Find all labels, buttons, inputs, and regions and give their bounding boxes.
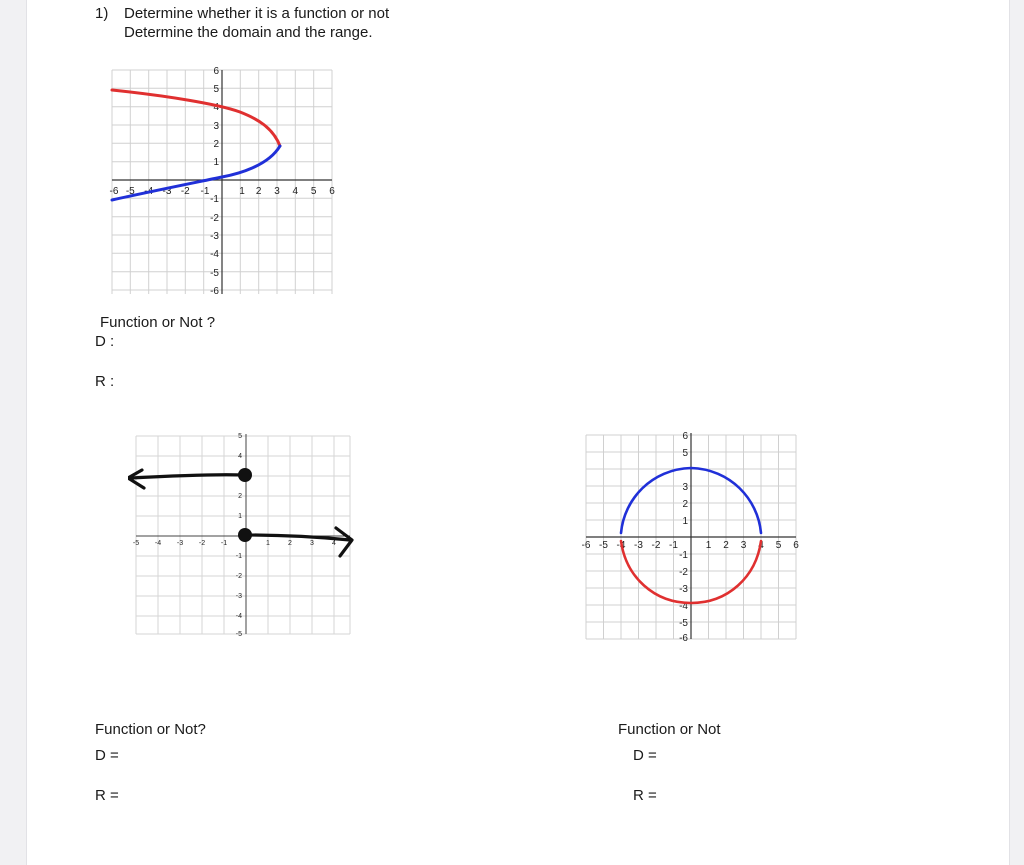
graph1-xtick: -2	[180, 186, 190, 197]
graph3-xtick: 1	[705, 540, 712, 551]
graph1-ytick: 3	[213, 121, 219, 132]
graph1-ytick: -3	[210, 231, 219, 242]
graph3-xtick: 4	[758, 540, 764, 551]
graph1-ytick: -4	[210, 249, 219, 260]
graph1-xtick: -4	[144, 186, 154, 197]
graph1-ytick: -6	[210, 286, 219, 297]
graph2-xtick: -1	[220, 540, 228, 547]
graph2-ytick: 1	[238, 513, 242, 520]
graph1-svg	[108, 66, 340, 298]
graph3-ytick: 3	[682, 482, 688, 493]
graph3-xtick: -3	[634, 540, 643, 551]
graph1-ytick: -5	[210, 268, 219, 279]
graph3-xtick: -6	[582, 540, 591, 551]
graph2-svg	[128, 428, 364, 640]
problem-number: 1)	[95, 5, 109, 22]
graph2-ytick: -5	[235, 631, 242, 638]
graph1-xtick: 5	[310, 186, 317, 197]
graph3-ytick: -2	[679, 567, 688, 578]
graph2-xtick: 2	[288, 540, 292, 547]
graph3-ytick: 6	[682, 431, 688, 442]
graph2-xtick: -2	[198, 540, 206, 547]
q3-range-label: R =	[633, 787, 657, 804]
graph1-xtick: 1	[239, 186, 245, 197]
graph2-ytick: -4	[235, 613, 242, 620]
graph1-xtick: -6	[109, 186, 119, 197]
graph3-xtick: 3	[740, 540, 747, 551]
graph3-xtick: 6	[793, 540, 799, 551]
graph1-xtick: -1	[200, 186, 210, 197]
graph2-ytick: 4	[238, 453, 242, 460]
graph2-xtick: -5	[132, 540, 140, 547]
graph3-xtick: 2	[723, 540, 729, 551]
problem-instruction-1: Determine whether it is a function or not	[124, 5, 390, 22]
q2-range-label: R =	[95, 787, 119, 804]
graph3-ytick: -6	[679, 633, 688, 644]
graph-sideways-parabola	[108, 66, 340, 298]
graph1-ytick: 1	[213, 157, 219, 168]
graph3-xtick: -2	[651, 540, 661, 551]
graph2-xtick: -3	[176, 540, 184, 547]
graph3-xtick: -5	[599, 540, 608, 551]
q1-domain-label: D :	[95, 333, 115, 350]
graph3-svg	[582, 429, 802, 645]
graph1-xtick: 6	[329, 186, 335, 197]
graph3-ytick: 1	[682, 516, 688, 527]
graph3-ytick: -1	[679, 550, 688, 561]
problem-instruction-2: Determine the domain and the range.	[124, 24, 373, 41]
q3-domain-label: D =	[633, 747, 657, 764]
graph1-lower-branch	[109, 146, 280, 200]
graph2-ytick: -1	[235, 553, 242, 560]
graph1-ytick: 4	[213, 102, 219, 113]
graph1-xtick: 4	[292, 186, 299, 197]
graph-two-rays	[128, 428, 364, 640]
graph1-xtick: 2	[255, 186, 262, 197]
graph1-ytick: -2	[210, 213, 219, 224]
graph2-ytick: 5	[238, 433, 242, 440]
graph3-xtick: -4	[616, 540, 626, 551]
graph3-ytick: 2	[682, 499, 688, 510]
graph3-xtick: 5	[775, 540, 782, 551]
graph2-closed-dot-lower	[238, 528, 252, 542]
graph3-ytick: 5	[682, 448, 688, 459]
graph3-xtick: -1	[669, 540, 678, 551]
graph2-xtick: 1	[266, 540, 270, 547]
graph2-xtick: 4	[332, 540, 336, 547]
q2-function-question: Function or Not?	[95, 721, 206, 738]
graph2-closed-dot-upper	[238, 468, 252, 482]
graph3-ytick: -5	[679, 618, 688, 629]
q2-domain-label: D =	[95, 747, 119, 764]
q1-range-label: R :	[95, 373, 115, 390]
graph3-ytick: -4	[679, 601, 688, 612]
graph1-ytick: -1	[210, 194, 219, 205]
graph1-xtick: -5	[125, 186, 135, 197]
graph2-ytick: 2	[238, 493, 242, 500]
graph1-ytick: 2	[213, 139, 219, 150]
graph2-xtick: 3	[310, 540, 314, 547]
q1-function-question: Function or Not ?	[100, 314, 216, 331]
graph1-ytick: 5	[213, 84, 219, 95]
graph1-upper-branch	[112, 90, 280, 146]
graph3-ytick: -3	[679, 584, 688, 595]
graph2-xtick: -4	[154, 540, 162, 547]
graph2-ytick: -3	[235, 593, 242, 600]
graph1-ytick: 6	[213, 66, 219, 77]
graph1-xtick: -3	[162, 186, 172, 197]
graph2-ytick: -2	[235, 573, 242, 580]
graph1-xtick: 3	[274, 186, 280, 197]
q3-function-question: Function or Not	[618, 721, 721, 738]
graph-circle	[582, 429, 802, 645]
